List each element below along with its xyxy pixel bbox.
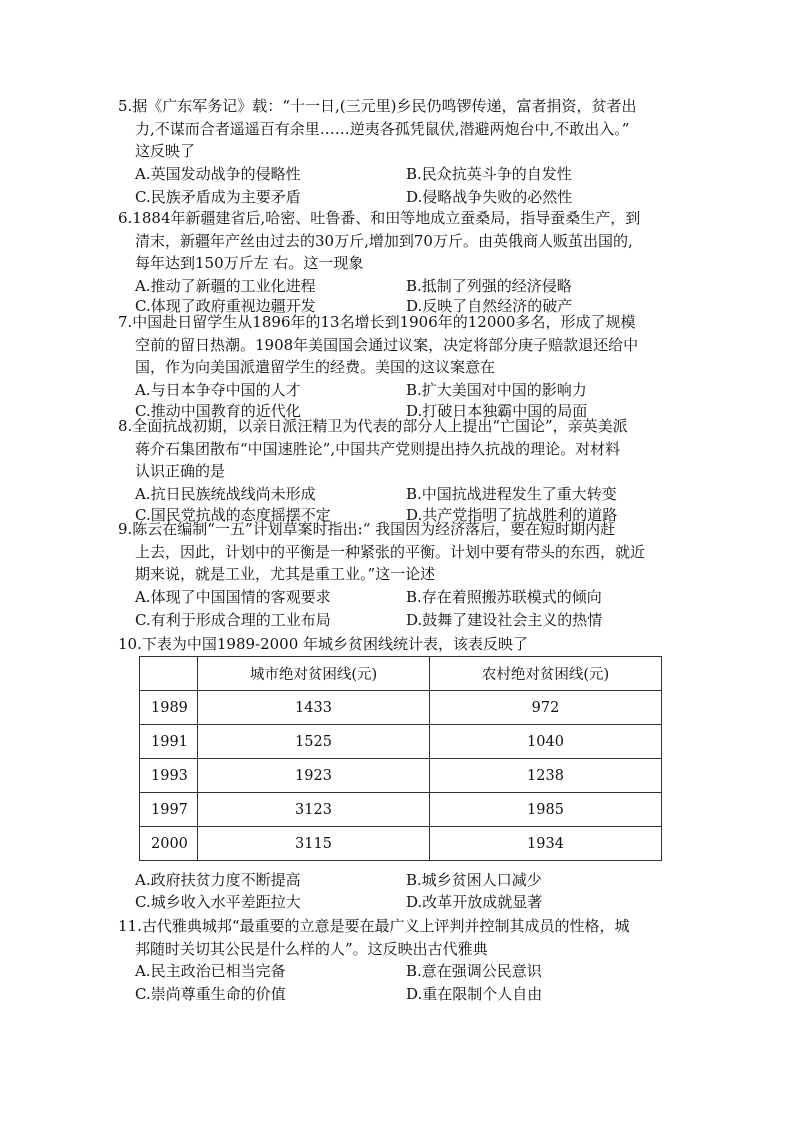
question-stem-line: 9.陈云在编制“一五”计划草案时指出:“ 我国因为经济落后，要在短时期内赶 bbox=[118, 520, 616, 538]
option-row bbox=[135, 186, 678, 209]
question-stem-line: 6.1884年新疆建省后,哈密、吐鲁番、和田等地成立蚕桑局，指导蚕桑生产，到 bbox=[118, 209, 641, 227]
option-d: D.重在限制个人自由 bbox=[406, 985, 543, 1003]
question-stem-line: 力,不谋而合者遥遥百有余里……逆夷各孤凭鼠伏,潜避两炮台中,不敢出入。” bbox=[135, 119, 630, 138]
table-cell: 1040 bbox=[430, 725, 662, 759]
option-d: D.共产党指明了抗战胜利的道路 bbox=[406, 505, 618, 524]
question-stem-line: 10.下表为中国1989-2000 年城乡贫困线统计表，该表反映了 bbox=[118, 635, 529, 653]
option-b: B.存在着照搬苏联模式的倾向 bbox=[406, 587, 602, 606]
table-cell-year: 1989 bbox=[140, 691, 198, 725]
table-row bbox=[140, 759, 662, 793]
question-6 bbox=[118, 207, 678, 315]
question-stem-line: 每年达到150万斤左 右。这一现象 bbox=[135, 254, 364, 272]
table-cell-year: 1997 bbox=[140, 793, 198, 827]
table-cell-year: 1993 bbox=[140, 759, 198, 793]
option-b: B.中国抗战进程发生了重大转变 bbox=[406, 484, 617, 503]
question-8 bbox=[118, 415, 678, 525]
table-header-cell: 农村绝对贫困线(元) bbox=[430, 657, 662, 691]
table-cell: 3115 bbox=[198, 827, 430, 861]
option-c: C.城乡收入水平差距拉大 bbox=[135, 893, 301, 911]
option-a: A.英国发动战争的侵略性 bbox=[135, 164, 301, 183]
question-10 bbox=[118, 633, 678, 656]
option-a: A.推动了新疆的工业化进程 bbox=[135, 276, 316, 295]
option-row bbox=[135, 869, 678, 891]
option-b: B.城乡贫困人口减少 bbox=[406, 871, 542, 889]
table-header-cell bbox=[140, 657, 198, 691]
table-row bbox=[140, 793, 662, 827]
option-b: B.民众抗英斗争的自发性 bbox=[406, 164, 572, 183]
question-stem-line: 这反映了 bbox=[135, 142, 196, 160]
question-stem-line: 7.中国赴日留学生从1896年的13名增长到1906年的12000多名，形成了规模 bbox=[118, 313, 636, 331]
option-row bbox=[135, 483, 678, 504]
question-stem-line: 邦随时关切其公民是什么样的人”。这反映出古代雅典 bbox=[135, 939, 488, 958]
question-stem-line: 5.据《广东军务记》载：“十一日,(三元里)乡民仍鸣锣传递，富者捐资，贫者出 bbox=[118, 97, 637, 115]
option-row bbox=[135, 960, 678, 983]
option-c: C.有利于形成合理的工业布局 bbox=[135, 610, 331, 629]
question-9 bbox=[118, 518, 678, 632]
question-stem-line: 11.古代雅典城邦“最重要的立意是要在最广义上评判并控制其成员的性格，城 bbox=[118, 917, 630, 935]
option-a: A.与日本争夺中国的人才 bbox=[135, 380, 301, 399]
question-10-options bbox=[118, 869, 678, 913]
option-b: B.意在强调公民意识 bbox=[406, 962, 542, 980]
table-header-row bbox=[140, 657, 662, 691]
question-stem-line: 认识正确的是 bbox=[135, 462, 226, 480]
question-5 bbox=[118, 95, 678, 209]
table-row bbox=[140, 691, 662, 725]
option-b: B.扩大美国对中国的影响力 bbox=[406, 380, 587, 399]
option-row bbox=[135, 163, 678, 186]
table-cell: 972 bbox=[430, 691, 662, 725]
option-row bbox=[135, 275, 678, 295]
question-stem-line: 8.全面抗战初期，以亲日派汪精卫为代表的部分人上提出“亡国论”，亲英美派 bbox=[118, 417, 628, 435]
option-a: A.体现了中国国情的客观要求 bbox=[135, 587, 331, 606]
option-d: D.改革开放成就显著 bbox=[406, 893, 543, 911]
option-row bbox=[135, 379, 678, 400]
option-row bbox=[135, 983, 678, 1006]
question-stem-line: 上去，因此，计划中的平衡是一种紧张的平衡。计划中要有带头的东西，就近 bbox=[135, 542, 646, 561]
option-d: D.鼓舞了建设社会主义的热情 bbox=[406, 610, 603, 629]
question-stem-line: 国，作为向美国派遣留学生的经费。美国的这议案意在 bbox=[135, 358, 496, 376]
question-stem-line: 空前的留日热潮。1908年美国国会通过议案，决定将部分庚子赔款退还给中 bbox=[135, 335, 639, 354]
question-stem-line: 蒋介石集团散布“中国速胜论”,中国共产党则提出持久抗战的理论。对材料 bbox=[135, 439, 621, 458]
table-cell: 1985 bbox=[430, 793, 662, 827]
option-a: A.抗日民族统战线尚未形成 bbox=[135, 484, 316, 503]
table-cell: 1934 bbox=[430, 827, 662, 861]
table-cell-year: 1991 bbox=[140, 725, 198, 759]
table-cell-year: 2000 bbox=[140, 827, 198, 861]
table-cell: 3123 bbox=[198, 793, 430, 827]
option-b: B.抵制了列强的经济侵略 bbox=[406, 276, 572, 295]
option-d: D.反映了自然经济的破产 bbox=[406, 296, 573, 315]
table-header-cell: 城市绝对贫困线(元) bbox=[198, 657, 430, 691]
option-c: C.推动中国教育的近代化 bbox=[135, 401, 301, 420]
option-c: C.民族矛盾成为主要矛盾 bbox=[135, 187, 301, 206]
table-cell: 1238 bbox=[430, 759, 662, 793]
poverty-line-table bbox=[139, 656, 662, 861]
option-d: D.打破日本独霸中国的局面 bbox=[406, 401, 588, 420]
table-cell: 1923 bbox=[198, 759, 430, 793]
question-11 bbox=[118, 915, 678, 1006]
table-cell: 1433 bbox=[198, 691, 430, 725]
question-stem-line: 清末，新疆年产丝由过去的30万斤,增加到70万斤。由英俄商人贩茧出国的, bbox=[135, 231, 633, 250]
table-row bbox=[140, 725, 662, 759]
option-row bbox=[135, 891, 678, 913]
option-a: A.民主政治已相当完备 bbox=[135, 962, 286, 980]
option-c: C.崇尚尊重生命的价值 bbox=[135, 985, 286, 1003]
question-7 bbox=[118, 311, 678, 421]
option-row bbox=[135, 586, 678, 609]
option-a: A.政府扶贫力度不断提高 bbox=[135, 871, 301, 889]
option-row bbox=[135, 609, 678, 632]
option-c: C.国民党抗战的态度摇摆不定 bbox=[135, 505, 331, 524]
question-stem-line: 期来说，就是工业，尤其是重工业。”这一论述 bbox=[135, 565, 436, 583]
table-row bbox=[140, 827, 662, 861]
table-cell: 1525 bbox=[198, 725, 430, 759]
option-c: C.体现了政府重视边疆开发 bbox=[135, 296, 316, 315]
option-d: D.侵略战争失败的必然性 bbox=[406, 187, 573, 206]
